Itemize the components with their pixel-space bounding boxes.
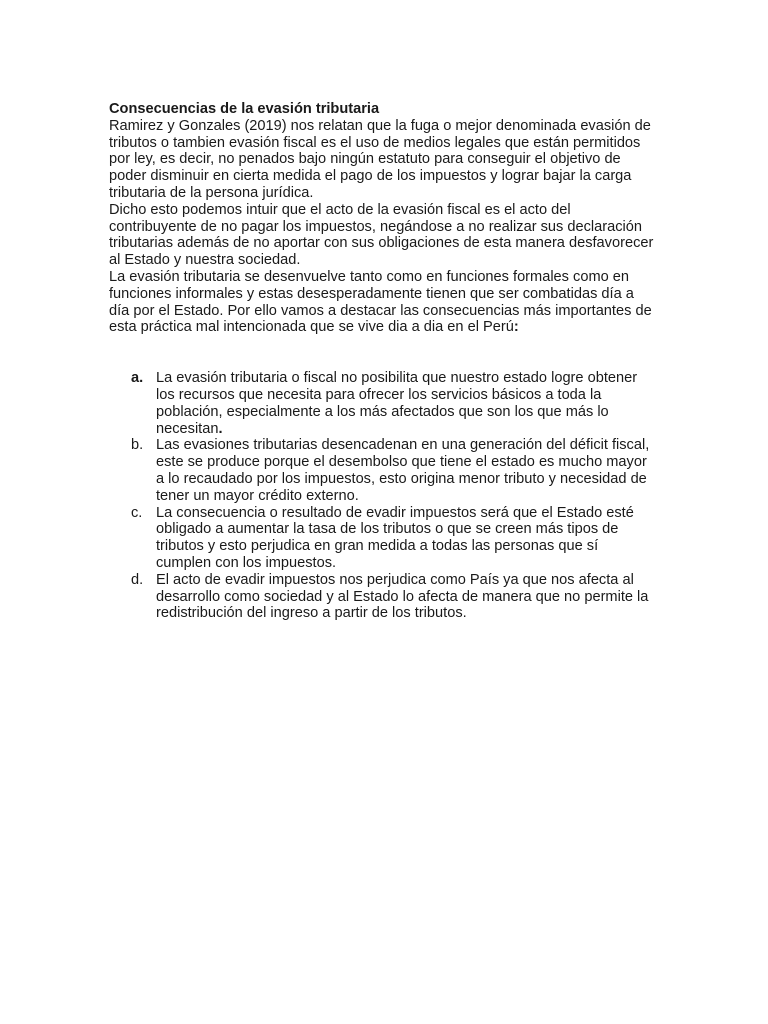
- list-marker-d: d.: [131, 571, 144, 588]
- list-item: [109, 437, 657, 504]
- list-marker-c: c.: [131, 504, 143, 521]
- spacer: [109, 336, 657, 370]
- paragraph-introduction: [109, 269, 657, 336]
- list-item-text: La evasión tributaria o fiscal no posibilita que nuestro estado logre obtener los recursos que necesita para ofrecer los servicios básicos a toda la población, especialmente a los más afectados que son los que más lo necesitan: [156, 370, 638, 437]
- list-item-text: La consecuencia o resultado de evadir impuestos será que el Estado esté obligado a aumentar la tasa de los tributos o que se creen más tipos de tributos y esto perjudica en gran medida a todas las personas que sí cumplen con los impuestos.: [156, 504, 634, 571]
- list-item-text: Las evasiones tributarias desencadenan en una generación del déficit fiscal, este se produce porque el desembolso que tiene el estado es mucho mayor a lo recaudado por los impuestos, esto origina menor tributo y necesidad de tener un mayor crédito externo.: [156, 437, 650, 504]
- paragraph-introduction-text: La evasión tributaria se desenvuelve tanto como en funciones formales como en funciones informales y estas desesperadamente tienen que ser combatidas día a día por el Estado. Por ello vamos a destacar las consecuencias más importantes de esta práctica mal intencionada que se vive dia a dia en el Perú: [109, 268, 652, 336]
- consequences-list: [109, 370, 657, 622]
- list-marker-a: a.: [131, 370, 144, 387]
- list-marker-b: b.: [131, 437, 144, 454]
- list-item: [109, 370, 657, 437]
- paragraph-definition: Ramirez y Gonzales (2019) nos relatan que la fuga o mejor denominada evasión de tributos o tambien evasión fiscal es el uso de medios legales que están permitidos por ley, es decir, no penados bajo ningún estatuto para conseguir el objetivo de poder disminuir en cierta medida el pago de los impuestos y lograr bajar la carga tributaria de la persona jurídica.: [109, 117, 651, 201]
- section-heading: Consecuencias de la evasión tributaria: [109, 101, 380, 117]
- paragraph-intuition: Dicho esto podemos intuir que el acto de la evasión fiscal es el acto del contribuyente de no pagar los impuestos, negándose a no realizar sus declaración tributarias además de no aportar con sus obligaciones de esta manera desfavorecer al Estado y nuestra sociedad.: [109, 201, 654, 269]
- list-item: [109, 505, 657, 572]
- document-page: [109, 101, 657, 622]
- paragraph-introduction-colon: :: [513, 319, 519, 336]
- list-item: [109, 572, 657, 622]
- list-item-text: El acto de evadir impuestos nos perjudica como País ya que nos afecta al desarrollo como sociedad y al Estado lo afecta de manera que no permite la redistribución del ingreso a partir de los tributos.: [156, 571, 649, 622]
- list-item-end: .: [218, 420, 223, 437]
